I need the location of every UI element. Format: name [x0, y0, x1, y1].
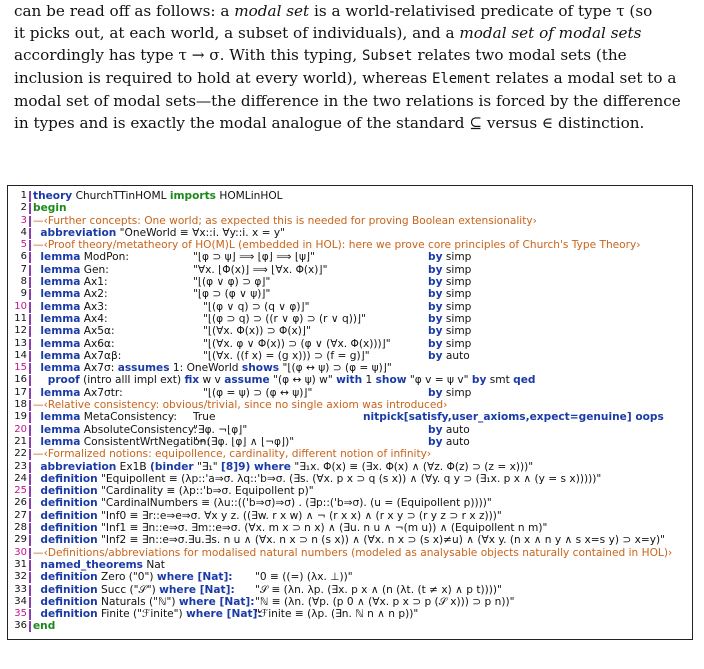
line-number: 5 — [20, 239, 27, 251]
code-token: "Equipollent ≡ (λp::'a⇒σ. λq::'b⇒σ. (∃s. (∀x. p x ⊃ q (s x)) ∧ (∀y. q y ⊃ (∃₁x. p x ∧ (y = s x)))))" — [97, 472, 602, 485]
formula: "0 ≡ ((=) (λx. ⊥))" — [255, 571, 353, 584]
gutter-bar — [29, 474, 31, 485]
keyword: lemma — [33, 312, 81, 325]
code-line-24 — [11, 473, 690, 485]
gutter-bar — [29, 449, 31, 460]
keyword: where — [250, 460, 291, 473]
code-token: Ax6α: — [80, 337, 115, 350]
code-token: "∃₁x. Φ(x) ≡ (∃x. Φ(x) ∧ (∀z. Φ(z) ⊃ (z = x)))" — [290, 460, 534, 473]
code-token: Ax7σtr: — [80, 386, 123, 399]
code-text — [33, 362, 392, 374]
line-number: 34 — [14, 595, 27, 607]
keyword: begin — [33, 202, 67, 215]
code-text — [33, 227, 285, 239]
code-token: Zero ("0") — [97, 571, 157, 584]
code-line-7 — [11, 264, 690, 276]
line-number: 10 — [14, 300, 27, 312]
formula: "⌊(φ ∨ φ) ⊃ φ⌋" — [193, 276, 271, 289]
code-token: Ax3: — [80, 300, 108, 313]
code-line-20 — [11, 424, 690, 436]
text: accordingly has type τ → σ. With this typing, — [14, 46, 362, 64]
keyword: definition — [33, 608, 98, 621]
code-text — [33, 620, 55, 632]
gutter-bar — [29, 412, 31, 423]
paragraph-line-2 — [14, 22, 690, 44]
code-line-5 — [11, 239, 690, 251]
keyword: lemma — [33, 349, 81, 362]
formula: "∃φ. ¬⌊φ⌋" — [193, 423, 248, 436]
code-line-25 — [11, 485, 690, 497]
proof-method: by simp — [428, 263, 472, 276]
code-token: Ax2: — [80, 288, 108, 301]
text: relates a modal set to a — [490, 69, 677, 87]
line-number: 26 — [14, 497, 27, 509]
code-token: smt — [486, 374, 514, 387]
code-line-8 — [11, 276, 690, 288]
code-text — [33, 461, 533, 473]
code-text — [33, 288, 108, 300]
keyword: fix — [184, 374, 200, 387]
gutter-bar — [29, 363, 31, 374]
line-number: 30 — [14, 546, 27, 558]
formula: "⌊(φ ∨ q) ⊃ (q ∨ φ)⌋" — [203, 300, 310, 313]
code-text — [33, 387, 123, 399]
line-number: 13 — [14, 337, 27, 349]
code-text — [33, 596, 255, 608]
formula: "⌊(∀x. φ ∨ Φ(x)) ⊃ (φ ∨ (∀x. Φ(x)))⌋" — [203, 337, 391, 350]
keyword: where [Nat]: — [178, 595, 255, 608]
gutter-bar — [29, 498, 31, 509]
keyword: abbreviation — [33, 226, 117, 239]
code-listing-box — [7, 185, 693, 640]
gutter-bar — [29, 339, 31, 350]
code-element: Element — [431, 71, 491, 87]
line-number: 7 — [20, 263, 27, 275]
proof-method: by auto — [428, 349, 470, 362]
line-number: 18 — [14, 399, 27, 411]
gutter-bar — [29, 326, 31, 337]
proof-method: by simp — [428, 300, 472, 313]
code-token: ModPon: — [80, 251, 129, 264]
text: relates two modal sets (the — [412, 46, 627, 64]
code-text — [33, 399, 447, 411]
code-text — [33, 473, 601, 485]
line-number: 25 — [14, 485, 27, 497]
code-text — [33, 547, 672, 559]
line-number: 33 — [14, 583, 27, 595]
code-subset: Subset — [362, 48, 413, 64]
code-line-14 — [11, 350, 690, 362]
formula: "⌊(∀x. Φ(x)) ⊃ Φ(x)⌋" — [203, 325, 311, 338]
keyword: definition — [33, 497, 98, 510]
formula: "¬(∃φ. ⌊φ⌋ ∧ ⌊¬φ⌋)" — [193, 435, 295, 448]
keyword: definition — [33, 595, 98, 608]
proof-method: by simp — [428, 288, 472, 301]
code-text — [33, 202, 67, 214]
comment: —‹Relative consistency: obvious/trivial, since no single axiom was introduced› — [33, 399, 448, 412]
line-number: 6 — [20, 251, 27, 263]
code-line-9 — [11, 288, 690, 300]
gutter-bar — [29, 437, 31, 448]
gutter-bar — [29, 240, 31, 251]
line-number: 22 — [14, 448, 27, 460]
gutter-bar — [29, 203, 31, 214]
text: can be read off as follows: a — [14, 2, 235, 20]
gutter-bar — [29, 252, 31, 263]
line-number: 27 — [14, 509, 27, 521]
code-line-30 — [11, 547, 690, 559]
line-number: 29 — [14, 534, 27, 546]
keyword: definition — [33, 522, 98, 535]
keyword: definition — [33, 472, 98, 485]
gutter-bar — [29, 289, 31, 300]
formula: "𝒮 ≡ (λn. λp. (∃x. p x ∧ (n (λt. (t ≠ x) ∧ p t))))" — [255, 583, 502, 596]
code-token: Ax4: — [80, 312, 108, 325]
code-token: ChurchTTinHOML — [72, 190, 170, 202]
line-number: 9 — [20, 288, 27, 300]
code-line-10 — [11, 301, 690, 313]
paragraph-line-5: modal set of modal sets—the difference in the two relations is forced by the difference — [14, 92, 681, 110]
keyword: where [Nat]: — [156, 571, 233, 584]
gutter-bar — [29, 621, 31, 632]
keyword: (binder — [150, 460, 194, 473]
keyword: abbreviation — [33, 460, 117, 473]
code-text — [33, 190, 283, 202]
gutter-bar — [29, 572, 31, 583]
code-line-35 — [11, 608, 690, 620]
keyword: lemma — [33, 435, 81, 448]
code-text — [33, 301, 108, 313]
code-text — [33, 497, 492, 509]
keyword: lemma — [33, 362, 81, 375]
keyword: [8]9) — [221, 460, 251, 473]
code-line-19 — [11, 411, 690, 423]
keyword: lemma — [33, 423, 81, 436]
paragraph-line-1 — [14, 0, 690, 22]
code-line-3 — [11, 215, 690, 227]
formula: "⌊(φ ⊃ q) ⊃ ((r ∨ φ) ⊃ (r ∨ q))⌋" — [203, 312, 367, 325]
formula: "⌊(φ = ψ) ⊃ (φ ↔ ψ)⌋" — [203, 386, 313, 399]
code-text — [33, 510, 502, 522]
line-number: 3 — [20, 214, 27, 226]
code-token: 1 — [362, 374, 376, 387]
gutter-bar — [29, 585, 31, 596]
keyword: lemma — [33, 325, 81, 338]
code-token: "OneWorld ≡ ∀x::i. ∀y::i. x = y" — [116, 226, 286, 239]
paragraph-line-4 — [14, 67, 690, 90]
keyword: definition — [33, 534, 98, 547]
code-token: w v — [199, 374, 225, 387]
formula: "⌊(∀x. ((f x) = (g x))) ⊃ (f = g)⌋" — [203, 349, 370, 362]
code-line-16 — [11, 374, 690, 386]
code-text — [33, 251, 129, 263]
gutter-bar — [29, 265, 31, 276]
code-text — [33, 338, 115, 350]
code-token: Nat — [143, 558, 165, 571]
code-token: "Inf2 ≡ ∃n::e⇒σ.∃u.∃s. n u ∧ (∀x. n x ⊃ n (s x)) ∧ (∀x. n x ⊃ (s x)≠u) ∧ (∀x y. (n x ∧ n y ∧ s x=s y) ⊃ x=y)" — [97, 534, 666, 547]
keyword: definition — [33, 583, 98, 596]
keyword: end — [33, 620, 56, 633]
paper-paragraph — [14, 0, 690, 134]
gutter-bar — [29, 462, 31, 473]
code-line-23 — [11, 461, 690, 473]
paragraph-line-6: in types and is exactly the modal analogue of the standard ⊆ versus ∈ distinction. — [14, 114, 645, 132]
line-number: 14 — [14, 349, 27, 361]
code-token: 1: OneWorld — [169, 362, 242, 375]
proof-method: by simp — [428, 325, 472, 338]
formula: True — [193, 411, 216, 424]
keyword: named_theorems — [33, 558, 143, 571]
gutter-bar — [29, 388, 31, 399]
keyword: lemma — [33, 276, 81, 289]
text: inclusion is required to hold at every world), whereas — [14, 69, 432, 87]
gutter-bar — [29, 523, 31, 534]
keyword: lemma — [33, 288, 81, 301]
line-number: 24 — [14, 472, 27, 484]
code-line-34 — [11, 596, 690, 608]
code-text — [33, 313, 108, 325]
keyword: lemma — [33, 337, 81, 350]
proof-method: by auto — [428, 435, 470, 448]
line-number: 21 — [14, 435, 27, 447]
code-line-12 — [11, 325, 690, 337]
proof-method: by simp — [428, 251, 472, 264]
code-token: Naturals ("ℕ") — [97, 595, 179, 608]
gutter-bar — [29, 425, 31, 436]
code-text — [33, 424, 197, 436]
code-text — [33, 608, 262, 620]
proof-method: by simp — [428, 386, 472, 399]
gutter-bar — [29, 314, 31, 325]
code-token: "(φ ↔ ψ) w" — [269, 374, 337, 387]
keyword: by — [471, 374, 487, 387]
code-line-17 — [11, 387, 690, 399]
line-number: 32 — [14, 571, 27, 583]
line-number: 15 — [14, 362, 27, 374]
gutter-bar — [29, 400, 31, 411]
code-line-22 — [11, 448, 690, 460]
keyword: lemma — [33, 251, 81, 264]
proof-method: nitpick[satisfy,user_axioms,expect=genuine] oops — [363, 411, 664, 424]
code-text — [33, 350, 121, 362]
code-line-13 — [11, 338, 690, 350]
proof-method: by simp — [428, 337, 472, 350]
gutter-bar — [29, 228, 31, 239]
line-number: 28 — [14, 522, 27, 534]
code-line-4 — [11, 227, 690, 239]
code-text — [33, 276, 108, 288]
code-line-11 — [11, 313, 690, 325]
line-number: 16 — [14, 374, 27, 386]
code-line-28 — [11, 522, 690, 534]
gutter-bar — [29, 216, 31, 227]
keyword: lemma — [33, 411, 81, 424]
code-line-26 — [11, 497, 690, 509]
keyword: proof — [33, 374, 80, 387]
line-number: 20 — [14, 423, 27, 435]
formula: "⌊φ ⊃ ψ⌋ ⟹ ⌊φ⌋ ⟹ ⌊ψ⌋" — [193, 251, 315, 264]
code-line-33 — [11, 584, 690, 596]
keyword: imports — [169, 190, 216, 202]
keyword: theory — [33, 190, 73, 202]
code-text — [33, 584, 235, 596]
proof-method: by simp — [428, 276, 472, 289]
gutter-bar — [29, 486, 31, 497]
comment: —‹Formalized notions: equipollence, cardinality, different notion of infinity› — [33, 448, 432, 461]
keyword: with — [336, 374, 363, 387]
line-number: 36 — [14, 620, 27, 632]
keyword: assume — [224, 374, 270, 387]
code-token: Gen: — [80, 263, 109, 276]
comment: —‹Further concepts: One world; as expected this is needed for proving Boolean extensionality› — [33, 214, 537, 227]
line-number: 17 — [14, 386, 27, 398]
line-number: 31 — [14, 558, 27, 570]
code-line-27 — [11, 510, 690, 522]
code-text — [33, 448, 431, 460]
keyword: definition — [33, 485, 98, 498]
gutter-bar — [29, 375, 31, 386]
code-token: Ax5α: — [80, 325, 115, 338]
code-text — [33, 485, 314, 497]
code-text — [33, 534, 665, 546]
code-token: AbsoluteConsistency: — [80, 423, 197, 436]
keyword: lemma — [33, 386, 81, 399]
code-token: HOMLinHOL — [216, 190, 283, 202]
code-token: "⌊(φ ↔ ψ) ⊃ (φ = ψ)⌋" — [279, 362, 392, 375]
code-text — [33, 215, 537, 227]
code-line-29 — [11, 534, 690, 546]
code-line-32 — [11, 571, 690, 583]
code-line-21 — [11, 436, 690, 448]
gutter-bar — [29, 302, 31, 313]
keyword: assumes — [117, 362, 170, 375]
code-token: Ax1: — [80, 276, 108, 289]
text: it picks out, at each world, a subset of individuals), and a — [14, 24, 460, 42]
code-line-15 — [11, 362, 690, 374]
gutter-bar — [29, 277, 31, 288]
keyword: shows — [241, 362, 280, 375]
gutter-bar — [29, 597, 31, 608]
formula: "ℱinite ≡ (λp. (∃n. ℕ n ∧ n p))" — [255, 608, 419, 621]
formula: "⌊φ ⊃ (φ ∨ ψ)⌋" — [193, 288, 271, 301]
code-token: Succ ("𝒮") — [97, 583, 160, 596]
code-token: "Inf1 ≡ ∃n::e⇒σ. ∃m::e⇒σ. (∀x. m x ⊃ n x) ∧ (∃u. n u ∧ ¬(m u)) ∧ (Equipollent n m)" — [97, 522, 548, 535]
code-token: "Cardinality ≡ (λp::'b⇒σ. Equipollent p)" — [97, 485, 314, 498]
gutter-bar — [29, 191, 31, 202]
code-text — [33, 374, 535, 386]
line-number: 11 — [14, 312, 27, 324]
code-text — [33, 559, 165, 571]
gutter-bar — [29, 351, 31, 362]
code-line-2 — [11, 202, 690, 214]
line-number: 8 — [20, 276, 27, 288]
line-number: 19 — [14, 411, 27, 423]
code-text — [33, 239, 641, 251]
term-modal-set: modal set — [234, 2, 310, 20]
code-line-6 — [11, 251, 690, 263]
keyword: definition — [33, 571, 98, 584]
code-token: "Inf0 ≡ ∃r::e⇒e⇒σ. ∀x y z. ((∃w. r x w) ∧ ¬ (r x x) ∧ (r x y ⊃ (r y z ⊃ r x z)))" — [97, 509, 502, 522]
comment: —‹Definitions/abbreviations for modalised natural numbers (modeled as analysable objects naturally contained in HOL)› — [33, 546, 673, 559]
text: is a world-relativised predicate of type τ (so — [309, 2, 653, 20]
keyword: show — [375, 374, 407, 387]
code-text — [33, 264, 109, 276]
proof-method: by auto — [428, 423, 470, 436]
code-token: (intro allI impl ext) — [79, 374, 185, 387]
formula: "∀x. ⌊Φ(x)⌋ ⟹ ⌊∀x. Φ(x)⌋" — [193, 263, 328, 276]
isabelle-code-listing — [11, 190, 690, 633]
code-token: Ax7σ: — [80, 362, 118, 375]
term-modal-set-of-modal-sets: modal set of modal sets — [459, 24, 642, 42]
keyword: where [Nat]: — [186, 608, 262, 621]
code-token: Ax7αβ: — [80, 349, 122, 362]
code-line-36 — [11, 620, 690, 632]
code-text — [33, 325, 115, 337]
code-text — [33, 522, 547, 534]
formula: "ℕ ≡ (λn. (∀p. (p 0 ∧ (∀x. p x ⊃ p (𝒮 x))) ⊃ p n))" — [255, 595, 515, 608]
keyword: qed — [513, 374, 536, 387]
code-token: Ex1B — [116, 460, 151, 473]
gutter-bar — [29, 535, 31, 546]
code-line-1 — [11, 190, 690, 202]
line-number: 12 — [14, 325, 27, 337]
code-text — [33, 411, 177, 423]
code-token: Finite ("ℱinite") — [97, 608, 186, 621]
gutter-bar — [29, 511, 31, 522]
line-number: 1 — [20, 190, 27, 201]
keyword: definition — [33, 509, 98, 522]
line-number: 35 — [14, 608, 27, 620]
keyword: lemma — [33, 263, 81, 276]
code-token: ConsistentWrtNegation: — [80, 435, 210, 448]
gutter-bar — [29, 609, 31, 620]
comment: —‹Proof theory/metatheory of HO(M)L (embedded in HOL): here we prove core principles of Church's Type Theory› — [33, 239, 641, 252]
gutter-bar — [29, 548, 31, 559]
code-token: "∃₁" — [193, 460, 222, 473]
code-token: MetaConsistency: — [80, 411, 177, 424]
code-line-31 — [11, 559, 690, 571]
code-line-18 — [11, 399, 690, 411]
keyword: lemma — [33, 300, 81, 313]
line-number: 2 — [20, 202, 27, 214]
code-token: "CardinalNumbers ≡ (λu::(('b⇒σ)⇒σ) . (∃p::('b⇒σ). (u = (Equipollent p))))" — [97, 497, 492, 510]
paragraph-line-3 — [14, 44, 690, 67]
code-text — [33, 571, 233, 583]
line-number: 4 — [20, 226, 27, 238]
line-number: 23 — [14, 460, 27, 472]
gutter-bar — [29, 560, 31, 571]
keyword: where [Nat]: — [159, 583, 235, 596]
code-token: "φ v = ψ v" — [406, 374, 472, 387]
code-text — [33, 436, 210, 448]
proof-method: by simp — [428, 312, 472, 325]
